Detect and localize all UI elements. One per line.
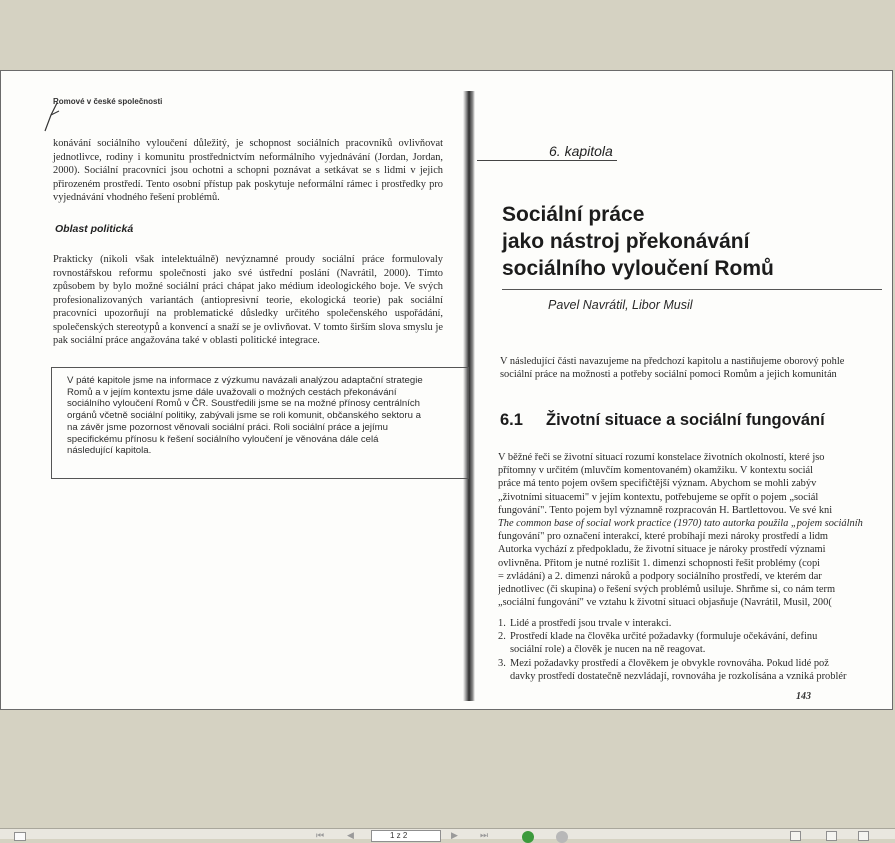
body-line: ovlivněna. Přitom je nutné rozlišit 1. dimenzi schopnosti řešit problémy (copi [498, 557, 821, 569]
body-line: „životními situacemi" v jejím kontextu, potřebujeme se opřít o pojem „sociál [498, 491, 819, 503]
scanned-page-spread [0, 70, 893, 710]
intro-paragraph [500, 355, 880, 381]
previous-page-icon: ◀ [347, 831, 354, 841]
body-line: fungování". Tento pojem byl významně rozpracován H. Bartlettovou. Ve své kni [498, 504, 833, 516]
list-line: Mezi požadavky prostředí a člověkem je obvykle rovnováha. Pokud lidé pož [510, 657, 829, 669]
title-line: sociálního vyloučení Romů [502, 257, 774, 280]
single-page-view-button[interactable] [790, 831, 801, 841]
continuous-view-button[interactable] [826, 831, 837, 841]
go-back-button[interactable] [522, 831, 534, 843]
section-heading [500, 411, 825, 430]
sidebar-toggle-icon[interactable] [14, 832, 26, 841]
page-number: 143 [796, 691, 811, 702]
pen-mark-icon [41, 101, 61, 133]
list-item [498, 617, 878, 630]
body-line: = zvládání) a 2. dimenzi nároků a podpory sociálního prostředí, ve kterém dar [498, 570, 822, 582]
body-line: fungování" pro označení interakcí, které probíhají mezi nároky prostředí a lidm [498, 531, 828, 543]
title-rule [502, 289, 882, 290]
facing-view-button[interactable] [858, 831, 869, 841]
viewer-toolbar [0, 828, 895, 839]
list-line: Lidé a prostředí jsou trvale v interakci. [510, 618, 672, 629]
intro-line: sociální práce na možnosti a potřeby sociální pomoci Romům a jejich komunitán [500, 369, 837, 381]
previous-page-button[interactable] [347, 832, 357, 840]
subheading-oblast-politicka: Oblast politická [55, 223, 134, 235]
list-number: 1. [498, 618, 506, 629]
chapter-label: 6. kapitola [549, 143, 613, 159]
abstract-text: V páté kapitole jsme na informace z výzkumu navázali analýzou adaptační strategie Romů a v jejím kontextu jsme dále uvažovali o možných cestách překonávání sociálního vyloučení Romů v ČR. Soustředili jsme se na možné přínosy centrálních orgánů včetně sociální politiky, zabývali jsme se roli komunit, občanského sektoru a na závěr jsme pozornost věnovali sociální práci. Roli sociální práce a jejímu specifickému přínosu k řešení sociálního vyloučení je věnována dále celá následující kapitola. [67, 375, 423, 457]
body-line: The common base of social work practice (1970) tato autorka použila „pojem sociálníh [498, 518, 863, 530]
list-line: davky prostředí dostatečně nezvládají, rovnováha je rozkolísána a vzniká problér [510, 670, 847, 682]
list-line: Prostředí klade na člověka určité požadavky (formuluje očekávání, definu [510, 631, 818, 643]
left-text-2: Prakticky (nikoli však intelektuálně) nevýznamné proudy sociální práce formulovaly rovnostářskou reformu společnosti jako své ústřední poslání (Navrátil, 2000). Tímto způsobem by bylo možné sociální práci chápat jako médium ideologického boje. Ve svých profesionalizovaných variantách (antiopresivní teorie, ekologická teorie) pak sociální pracovníci upozorňují na problematické důsledky určitého společenského uspořádání, společenských stereotypů a konvencí a snaží se je ovlivňovat. V tomto širším slova smyslu je pak sociální práce angažována také v oblasti politické integrace. [53, 254, 443, 347]
list-line: sociální role) a člověk je nucen na ně reagovat. [510, 644, 706, 656]
intro-line: V následující části navazujeme na předchozí kapitolu a nastiňujeme oborový pohle [500, 356, 845, 367]
title-line: jako nástroj překonávání [502, 230, 750, 253]
first-page-icon: ⏮ [316, 831, 325, 841]
left-paragraph-1 [53, 137, 443, 205]
numbered-list [498, 617, 878, 683]
list-number: 2. [498, 631, 506, 643]
body-paragraph [498, 451, 878, 609]
body-line: Autorka vychází z předpokladu, že životní situace je nároky prostředí význami [498, 544, 826, 556]
body-line: přítomny v určitém (mluvčím komentovaném) okamžiku. V kontextu sociál [498, 465, 814, 477]
left-text-1: konávání sociálního vyloučení důležitý, je schopnost sociálních pracovníků ovlivňovat jednotlivce, rodiny i komunitu prostřednictvím neformálního vyjednávání (Jordan, Jordan, 2000). Sociální pracovníci jsou ochotni a schopni poznávat a setkávat se s lidmi v jejich přirozeném prostředí. Tento osobní přístup pak poskytuje neformální rámec i prostředky pro vyjednávání vhodného řešení problémů. [53, 138, 443, 203]
section-title: Životní situace a sociální fungování [546, 411, 825, 429]
page-number-input[interactable]: 1 z 2 [371, 830, 441, 842]
section-number: 6.1 [500, 411, 523, 429]
body-line: „sociální fungování" ve vztahu k životní situaci objasňuje (Navrátil, Musil, 200( [498, 597, 832, 609]
left-paragraph-2 [53, 243, 443, 358]
first-page-button[interactable] [316, 832, 326, 840]
last-page-icon: ⏭ [480, 831, 489, 841]
go-forward-button[interactable] [556, 831, 568, 843]
next-page-icon: ▶ [451, 831, 458, 841]
body-line: V běžné řeči se životní situací rozumí konstelace životních okolností, které jso [498, 452, 825, 463]
next-page-button[interactable] [451, 832, 461, 840]
list-item [498, 657, 878, 683]
chapter-title [502, 201, 774, 282]
body-line: práce má tento pojem ovšem specifičtější význam. Abychom se mohli zabýv [498, 478, 817, 490]
authors: Pavel Navrátil, Libor Musil [548, 298, 693, 312]
last-page-button[interactable] [480, 832, 490, 840]
running-head: Romové v české společnosti [53, 97, 163, 106]
chapter-rule [477, 160, 617, 161]
list-number: 3. [498, 657, 506, 669]
list-item [498, 630, 878, 656]
body-line: jednotlivec (či skupina) o řešení svých problémů usiluje. Shrňme si, co nám term [498, 584, 836, 596]
title-line: Sociální práce [502, 203, 645, 226]
